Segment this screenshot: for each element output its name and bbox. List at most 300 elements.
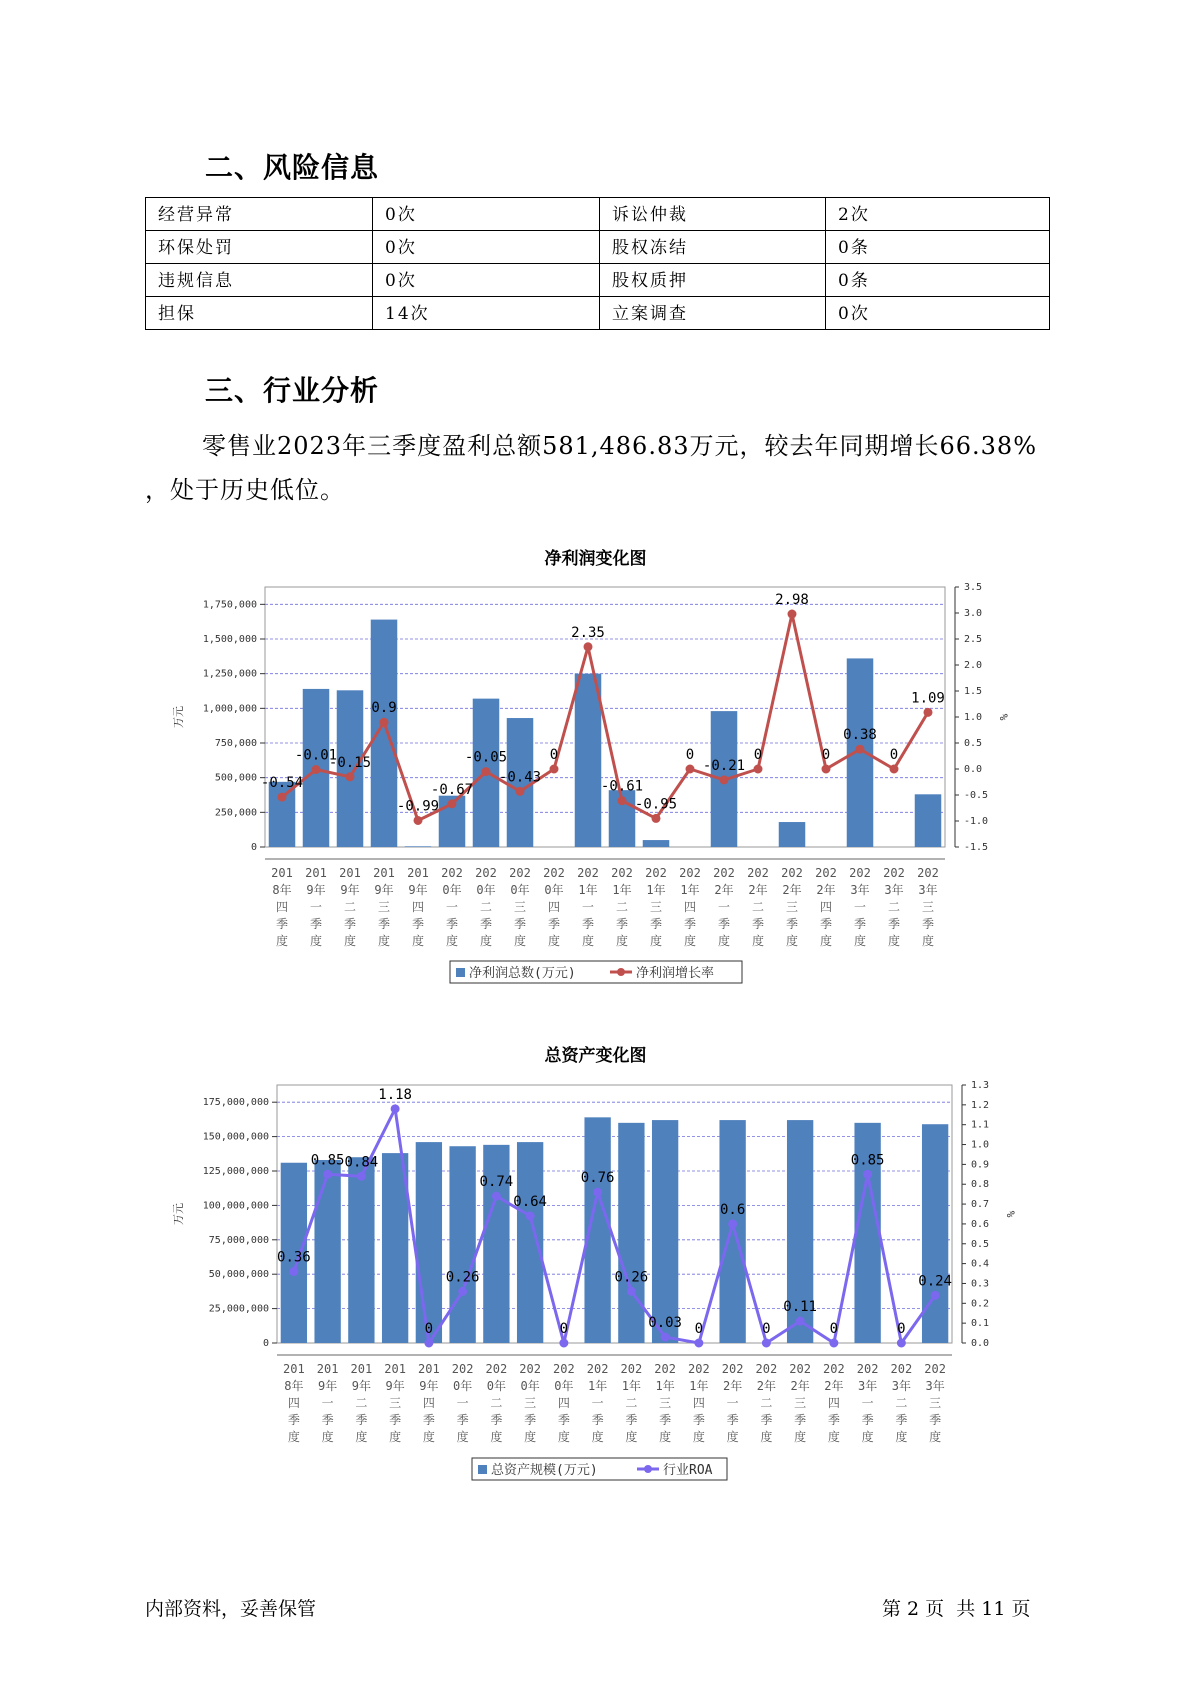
point-label: 0 [685, 747, 695, 763]
x-tick-label: 四 [275, 900, 289, 914]
line-point [560, 1339, 568, 1347]
x-tick-label: 9年 [374, 883, 394, 897]
bar [269, 782, 296, 847]
x-tick-label: 201 [418, 1362, 440, 1376]
y-tick-label: 250,000 [214, 807, 257, 819]
x-tick-label: 季 [921, 917, 935, 931]
x-tick-label: 季 [726, 1413, 739, 1427]
x-tick-label: 202 [679, 866, 701, 880]
y2-tick-label: 0.5 [964, 738, 983, 749]
x-tick-label: 一 [591, 1396, 604, 1410]
y2-tick-label: 0.2 [971, 1298, 990, 1310]
x-tick-label: 季 [887, 917, 901, 931]
x-tick-label: 201 [305, 866, 327, 880]
y-tick-label: 1,750,000 [202, 599, 257, 611]
table-row [146, 264, 1050, 297]
x-tick-label: 1年 [646, 883, 666, 897]
x-tick-label: 度 [309, 934, 323, 948]
x-tick-label: 季 [479, 917, 493, 931]
x-tick-label: 季 [853, 917, 867, 931]
x-tick-label: 202 [611, 866, 633, 880]
y2-tick-label: 0.3 [971, 1278, 990, 1290]
x-tick-label: 季 [581, 917, 595, 931]
point-label: 0.9 [371, 700, 397, 717]
x-tick-label: 季 [557, 1413, 570, 1427]
x-tick-label: 一 [861, 1396, 874, 1410]
y-tick-label: 100,000,000 [202, 1200, 269, 1212]
line-point [346, 773, 354, 781]
line-point [584, 643, 592, 651]
x-tick-label: 度 [479, 934, 493, 948]
x-tick-label: 度 [513, 934, 527, 948]
x-tick-label: 8年 [284, 1379, 304, 1393]
section3-title: 三、行业分析 [205, 374, 380, 407]
paragraph-line-1: 零售业2023年三季度盈利总额581,486.83万元，较去年同期增长66.38% [202, 432, 1038, 460]
x-tick-label: 三 [659, 1396, 672, 1410]
x-tick-label: 季 [343, 917, 357, 931]
x-tick-label: 季 [717, 917, 731, 931]
line-point [380, 718, 388, 726]
risk-label: 立案调查 [600, 297, 826, 330]
line-point [516, 787, 524, 795]
x-tick-label: 季 [794, 1413, 807, 1427]
x-tick-label: 季 [389, 1413, 402, 1427]
x-tick-label: 度 [343, 934, 357, 948]
point-label: 0 [694, 1321, 704, 1337]
x-tick-label: 一 [717, 900, 731, 914]
x-tick-label: 三 [513, 900, 527, 914]
x-tick-label: 202 [688, 1362, 710, 1376]
risk-label: 担保 [146, 297, 373, 330]
x-tick-label: 201 [339, 866, 361, 880]
x-tick-label: 1年 [655, 1379, 675, 1393]
x-tick-label: 0年 [544, 883, 564, 897]
x-tick-label: 度 [377, 934, 391, 948]
point-label: 2.98 [775, 592, 809, 609]
y2-tick-label: 0.1 [971, 1318, 990, 1330]
x-tick-label: 季 [649, 917, 663, 931]
y2-axis-title: % [997, 713, 1010, 721]
footer-right: 第 2 页 共 11 页 [882, 1598, 1031, 1620]
y2-tick-label: 1.2 [971, 1099, 990, 1111]
x-tick-label: 三 [929, 1396, 942, 1410]
x-tick-label: 二 [343, 900, 357, 914]
x-tick-label: 0年 [442, 883, 462, 897]
chart2-title: 总资产变化图 [544, 1046, 647, 1066]
x-tick-label: 0年 [554, 1379, 574, 1393]
legend-bar-swatch [478, 1465, 487, 1474]
x-tick-label: 9年 [351, 1379, 371, 1393]
line-point [890, 765, 898, 773]
legend-bar-swatch [456, 968, 465, 977]
x-tick-label: 202 [553, 1362, 575, 1376]
point-label: 0.64 [513, 1193, 547, 1210]
x-tick-label: 度 [895, 1430, 908, 1444]
y2-tick-label: 2.0 [964, 660, 983, 671]
x-tick-label: 二 [895, 1396, 908, 1410]
x-tick-label: 度 [692, 1430, 705, 1444]
x-tick-label: 季 [490, 1413, 503, 1427]
x-tick-label: 度 [751, 934, 765, 948]
section2-title: 二、风险信息 [205, 151, 380, 184]
x-tick-label: 季 [929, 1413, 942, 1427]
x-tick-label: 度 [929, 1430, 942, 1444]
x-tick-label: 度 [649, 934, 663, 948]
x-tick-label: 度 [659, 1430, 672, 1444]
point-label: 0.38 [843, 727, 877, 744]
risk-value: 2次 [826, 198, 1050, 231]
line-point [822, 765, 830, 773]
x-tick-label: 季 [692, 1413, 705, 1427]
y2-tick-label: 2.5 [964, 634, 983, 645]
y2-tick-label: 0.8 [971, 1179, 990, 1191]
x-tick-label: 季 [275, 917, 289, 931]
x-tick-label: 202 [747, 866, 769, 880]
x-tick-label: 202 [485, 1362, 508, 1376]
point-label: 0.6 [719, 1201, 746, 1218]
x-tick-label: 度 [445, 934, 459, 948]
x-tick-label: 一 [726, 1396, 739, 1410]
line-point [762, 1339, 770, 1347]
x-tick-label: 二 [760, 1396, 773, 1410]
x-tick-label: 202 [789, 1362, 811, 1376]
x-tick-label: 三 [524, 1396, 537, 1410]
risk-label: 股权冻结 [600, 231, 826, 264]
x-tick-label: 0年 [510, 883, 530, 897]
x-tick-label: 度 [591, 1430, 604, 1444]
x-tick-label: 度 [490, 1430, 503, 1444]
x-tick-label: 9年 [306, 883, 326, 897]
x-tick-label: 四 [287, 1396, 300, 1410]
point-label: 0.85 [310, 1152, 345, 1169]
bar [449, 1146, 475, 1343]
plot-frame [277, 1085, 952, 1343]
line-point [550, 765, 558, 773]
line-point [788, 610, 796, 618]
y-tick-label: 750,000 [214, 738, 257, 749]
line-point [526, 1212, 534, 1220]
line-point [897, 1339, 905, 1347]
x-tick-label: 3年 [918, 883, 938, 897]
x-tick-label: 季 [591, 1413, 604, 1427]
bar [405, 846, 432, 847]
x-tick-label: 202 [519, 1362, 541, 1376]
x-tick-label: 1年 [680, 883, 700, 897]
x-tick-label: 0年 [486, 1379, 506, 1393]
point-label: 0 [559, 1321, 569, 1337]
x-tick-label: 9年 [419, 1379, 439, 1393]
x-tick-label: 季 [287, 1413, 300, 1427]
x-tick-label: 2年 [714, 883, 734, 897]
paragraph-line-2: ，处于历史低位。 [145, 476, 345, 504]
bar [348, 1157, 374, 1343]
x-tick-label: 2年 [723, 1379, 743, 1393]
point-label: -0.05 [464, 749, 508, 766]
x-tick-label: 三 [389, 1396, 402, 1410]
x-tick-label: 四 [827, 1396, 840, 1410]
bar [314, 1160, 340, 1343]
x-tick-label: 0年 [476, 883, 496, 897]
y2-tick-label: -1.5 [964, 842, 989, 853]
x-tick-label: 202 [890, 1362, 913, 1376]
bar [915, 794, 942, 847]
legend-line-marker [617, 968, 625, 976]
x-tick-label: 二 [615, 900, 629, 914]
x-tick-label: 三 [649, 900, 663, 914]
x-tick-label: 202 [713, 866, 735, 880]
x-tick-label: 季 [513, 917, 527, 931]
risk-label: 环保处罚 [146, 231, 373, 264]
line-point [448, 800, 456, 808]
point-label: 0.26 [445, 1269, 480, 1286]
x-tick-label: 二 [625, 1396, 638, 1410]
line-point [312, 766, 320, 774]
x-tick-label: 一 [321, 1396, 334, 1410]
x-tick-label: 季 [321, 1413, 334, 1427]
x-tick-label: 季 [456, 1413, 469, 1427]
x-tick-label: 度 [794, 1430, 807, 1444]
x-tick-label: 202 [451, 1362, 474, 1376]
y-tick-label: 125,000,000 [202, 1166, 269, 1177]
y2-tick-label: 0.6 [971, 1218, 990, 1230]
point-label: 0 [424, 1321, 434, 1337]
y2-tick-label: 0.5 [971, 1238, 990, 1250]
x-tick-label: 度 [321, 1430, 334, 1444]
x-tick-label: 9年 [318, 1379, 338, 1393]
x-tick-label: 202 [645, 866, 667, 880]
risk-label: 诉讼仲裁 [600, 198, 826, 231]
x-tick-label: 三 [921, 900, 935, 914]
x-tick-label: 季 [683, 917, 697, 931]
x-tick-label: 季 [895, 1413, 908, 1427]
x-tick-label: 季 [625, 1413, 638, 1427]
line-point [425, 1339, 433, 1347]
x-tick-label: 度 [785, 934, 799, 948]
y2-tick-label: 1.0 [971, 1139, 990, 1151]
risk-value: 0次 [826, 297, 1050, 330]
y-axis-title: 万元 [172, 706, 185, 728]
line-point [357, 1172, 365, 1180]
x-tick-label: 季 [422, 1413, 435, 1427]
x-tick-label: 202 [475, 866, 497, 880]
x-tick-label: 季 [861, 1413, 874, 1427]
point-label: -0.61 [600, 778, 644, 795]
x-tick-label: 四 [422, 1396, 435, 1410]
x-tick-label: 四 [547, 900, 561, 914]
x-tick-label: 202 [586, 1362, 609, 1376]
point-label: 0 [821, 747, 831, 763]
line-point [627, 1287, 635, 1295]
line-point [652, 814, 660, 822]
x-tick-label: 201 [373, 866, 395, 880]
net-profit-chart [170, 575, 1030, 995]
line-point [661, 1333, 669, 1341]
x-tick-label: 202 [755, 1362, 778, 1376]
point-label: -0.21 [702, 757, 746, 774]
x-tick-label: 四 [819, 900, 833, 914]
x-tick-label: 3年 [858, 1379, 878, 1393]
line-point [492, 1192, 500, 1200]
x-tick-label: 度 [625, 1430, 638, 1444]
risk-label: 违规信息 [146, 264, 373, 297]
point-label: 0.03 [648, 1315, 682, 1332]
bar [416, 1142, 442, 1343]
y-tick-label: 150,000,000 [202, 1131, 269, 1143]
x-tick-label: 季 [785, 917, 799, 931]
y2-tick-label: 0.4 [971, 1258, 990, 1270]
y-tick-label: 1,000,000 [202, 703, 257, 715]
x-tick-label: 0年 [520, 1379, 540, 1393]
y2-tick-label: 1.3 [971, 1080, 990, 1091]
y2-tick-label: 1.5 [964, 686, 983, 697]
point-label: 1.09 [911, 690, 945, 707]
legend-line-label: 行业ROA [663, 1463, 713, 1478]
point-label: 0.85 [850, 1152, 885, 1169]
x-tick-label: 度 [853, 934, 867, 948]
bar [575, 674, 602, 847]
x-tick-label: 季 [751, 917, 765, 931]
x-tick-label: 2年 [748, 883, 768, 897]
x-tick-label: 202 [721, 1362, 744, 1376]
y-tick-label: 25,000,000 [208, 1303, 269, 1315]
bar [618, 1123, 644, 1343]
x-tick-label: 度 [557, 1430, 570, 1444]
x-tick-label: 3年 [891, 1379, 911, 1393]
x-tick-label: 度 [887, 934, 901, 948]
x-tick-label: 度 [581, 934, 595, 948]
table-row [146, 297, 1050, 330]
table-row [146, 231, 1050, 264]
x-tick-label: 201 [316, 1362, 339, 1376]
x-tick-label: 度 [760, 1430, 773, 1444]
x-tick-label: 202 [781, 866, 803, 880]
line-point [729, 1220, 737, 1228]
line-point [414, 816, 422, 824]
x-tick-label: 度 [547, 934, 561, 948]
bar [652, 1120, 678, 1343]
x-tick-label: 度 [287, 1430, 300, 1444]
risk-value: 0条 [826, 231, 1050, 264]
y2-tick-label: 0.7 [971, 1199, 990, 1211]
risk-value: 0次 [373, 231, 600, 264]
x-tick-label: 202 [577, 866, 599, 880]
point-label: 2.35 [571, 624, 605, 641]
x-tick-label: 一 [456, 1396, 469, 1410]
point-label: -0.67 [430, 781, 474, 798]
x-tick-label: 季 [309, 917, 323, 931]
risk-value: 14次 [373, 297, 600, 330]
x-tick-label: 二 [751, 900, 765, 914]
y-tick-label: 75,000,000 [208, 1234, 269, 1246]
bar [371, 620, 398, 847]
line-point [720, 776, 728, 784]
x-tick-label: 202 [620, 1362, 643, 1376]
x-tick-label: 0年 [453, 1379, 473, 1393]
x-tick-label: 202 [815, 866, 837, 880]
x-tick-label: 度 [827, 1430, 840, 1444]
x-tick-label: 度 [819, 934, 833, 948]
line-point [482, 768, 490, 776]
legend-line-marker [644, 1465, 652, 1473]
y-tick-label: 500,000 [214, 772, 257, 784]
x-tick-label: 季 [827, 1413, 840, 1427]
x-tick-label: 一 [581, 900, 595, 914]
x-tick-label: 9年 [340, 883, 360, 897]
x-tick-label: 3年 [850, 883, 870, 897]
x-tick-label: 度 [861, 1430, 874, 1444]
x-tick-label: 202 [849, 866, 871, 880]
x-tick-label: 201 [350, 1362, 373, 1376]
x-tick-label: 一 [309, 900, 323, 914]
table-row [146, 198, 1050, 231]
x-tick-label: 三 [794, 1396, 807, 1410]
x-tick-label: 1年 [689, 1379, 709, 1393]
y2-tick-label: 1.0 [964, 712, 983, 723]
x-tick-label: 201 [407, 866, 429, 880]
x-tick-label: 四 [683, 900, 697, 914]
x-tick-label: 8年 [272, 883, 292, 897]
x-tick-label: 202 [883, 866, 905, 880]
y-tick-label: 175,000,000 [202, 1097, 269, 1109]
x-tick-label: 1年 [612, 883, 632, 897]
x-tick-label: 202 [856, 1362, 879, 1376]
point-label: 0.11 [783, 1299, 817, 1316]
y-tick-label: 1,250,000 [202, 668, 257, 680]
y-tick-label: 0 [262, 1338, 269, 1349]
x-tick-label: 二 [887, 900, 901, 914]
point-label: 0 [829, 1321, 839, 1337]
x-tick-label: 三 [785, 900, 799, 914]
x-tick-label: 202 [441, 866, 463, 880]
x-tick-label: 202 [917, 866, 939, 880]
point-label: 0 [897, 1321, 906, 1337]
x-tick-label: 3年 [884, 883, 904, 897]
x-tick-label: 度 [456, 1430, 469, 1444]
line-point [618, 797, 626, 805]
line-point [796, 1317, 804, 1325]
risk-value: 0条 [826, 264, 1050, 297]
analysis-paragraph [145, 424, 1075, 512]
point-label: 1.18 [378, 1086, 412, 1103]
line-point [290, 1268, 298, 1276]
x-tick-label: 季 [445, 917, 459, 931]
legend-bar-label: 净利润总数(万元) [469, 966, 576, 981]
x-tick-label: 四 [692, 1396, 705, 1410]
x-tick-label: 度 [411, 934, 425, 948]
y-tick-label: 50,000,000 [208, 1269, 269, 1281]
point-label: 0 [889, 747, 899, 763]
x-tick-label: 四 [557, 1396, 570, 1410]
x-tick-label: 2年 [824, 1379, 844, 1393]
x-tick-label: 2年 [816, 883, 836, 897]
risk-label: 股权质押 [600, 264, 826, 297]
y2-tick-label: 3.0 [964, 608, 983, 619]
x-tick-label: 度 [921, 934, 935, 948]
y-tick-label: 1,500,000 [202, 634, 257, 645]
x-tick-label: 202 [823, 1362, 845, 1376]
y2-tick-label: 0.0 [971, 1338, 990, 1349]
risk-label: 经营异常 [146, 198, 373, 231]
x-tick-label: 季 [355, 1413, 368, 1427]
y2-tick-label: 0.0 [964, 764, 983, 775]
x-tick-label: 202 [654, 1362, 676, 1376]
x-tick-label: 二 [479, 900, 493, 914]
x-tick-label: 202 [509, 866, 531, 880]
line-point [754, 765, 762, 773]
point-label: 0.76 [580, 1170, 615, 1187]
x-tick-label: 度 [683, 934, 697, 948]
point-label: -0.99 [396, 798, 440, 815]
